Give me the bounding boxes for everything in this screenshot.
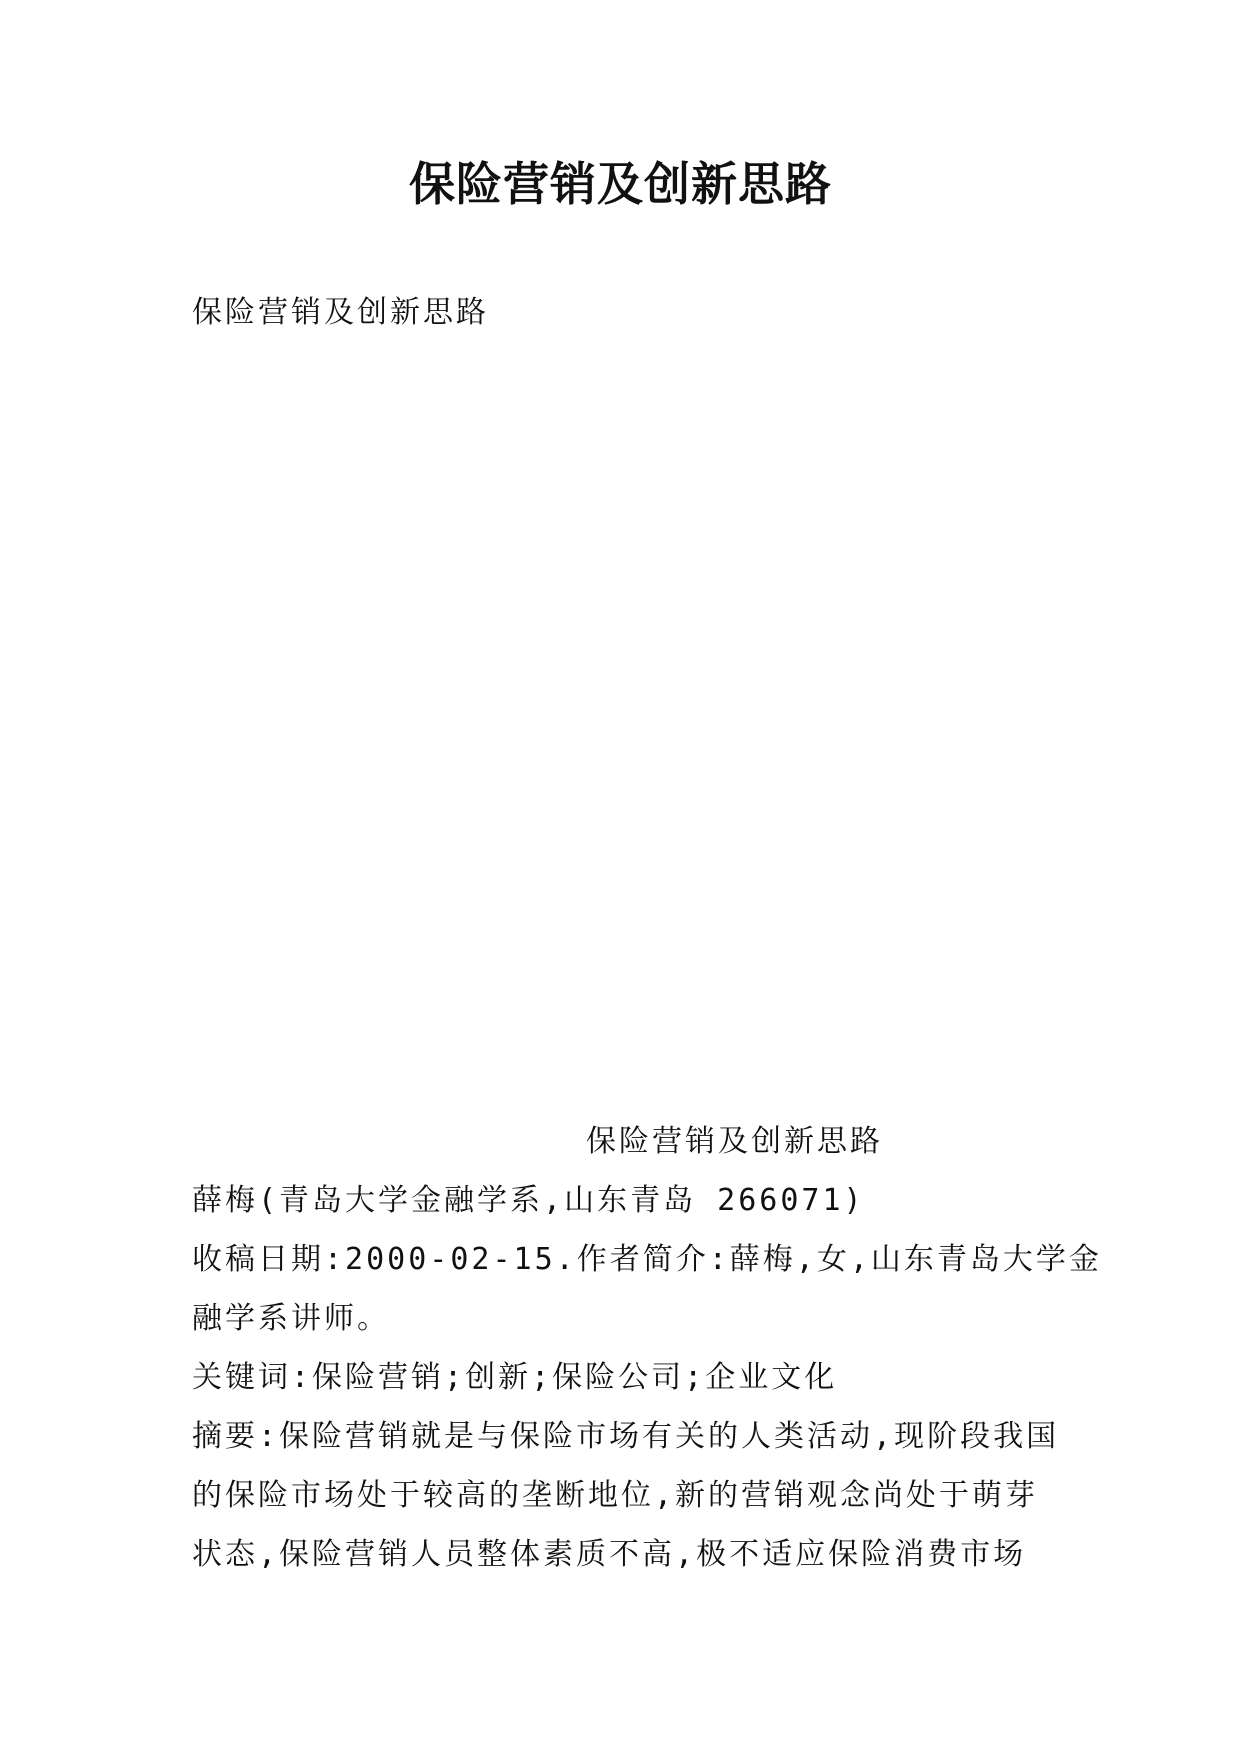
author-affiliation: 薛梅(青岛大学金融学系,山东青岛 266071): [192, 1183, 865, 1218]
keywords-line: 关键词:保险营销;创新;保险公司;企业文化: [192, 1360, 838, 1395]
abstract-line: 的保险市场处于较高的垄断地位,新的营销观念尚处于萌芽: [192, 1478, 1039, 1513]
document-subtitle: 保险营销及创新思路: [192, 295, 489, 330]
article-heading: 保险营销及创新思路: [586, 1124, 883, 1159]
page-title: 保险营销及创新思路: [409, 157, 832, 211]
abstract-line: 状态,保险营销人员整体素质不高,极不适应保险消费市场: [192, 1537, 1027, 1572]
received-date-line-continued: 融学系讲师。: [192, 1301, 390, 1336]
abstract-line: 摘要:保险营销就是与保险市场有关的人类活动,现阶段我国: [192, 1419, 1060, 1454]
received-date-line: 收稿日期:2000-02-15.作者简介:薛梅,女,山东青岛大学金: [192, 1242, 1102, 1277]
article-body: [192, 1112, 1102, 1584]
